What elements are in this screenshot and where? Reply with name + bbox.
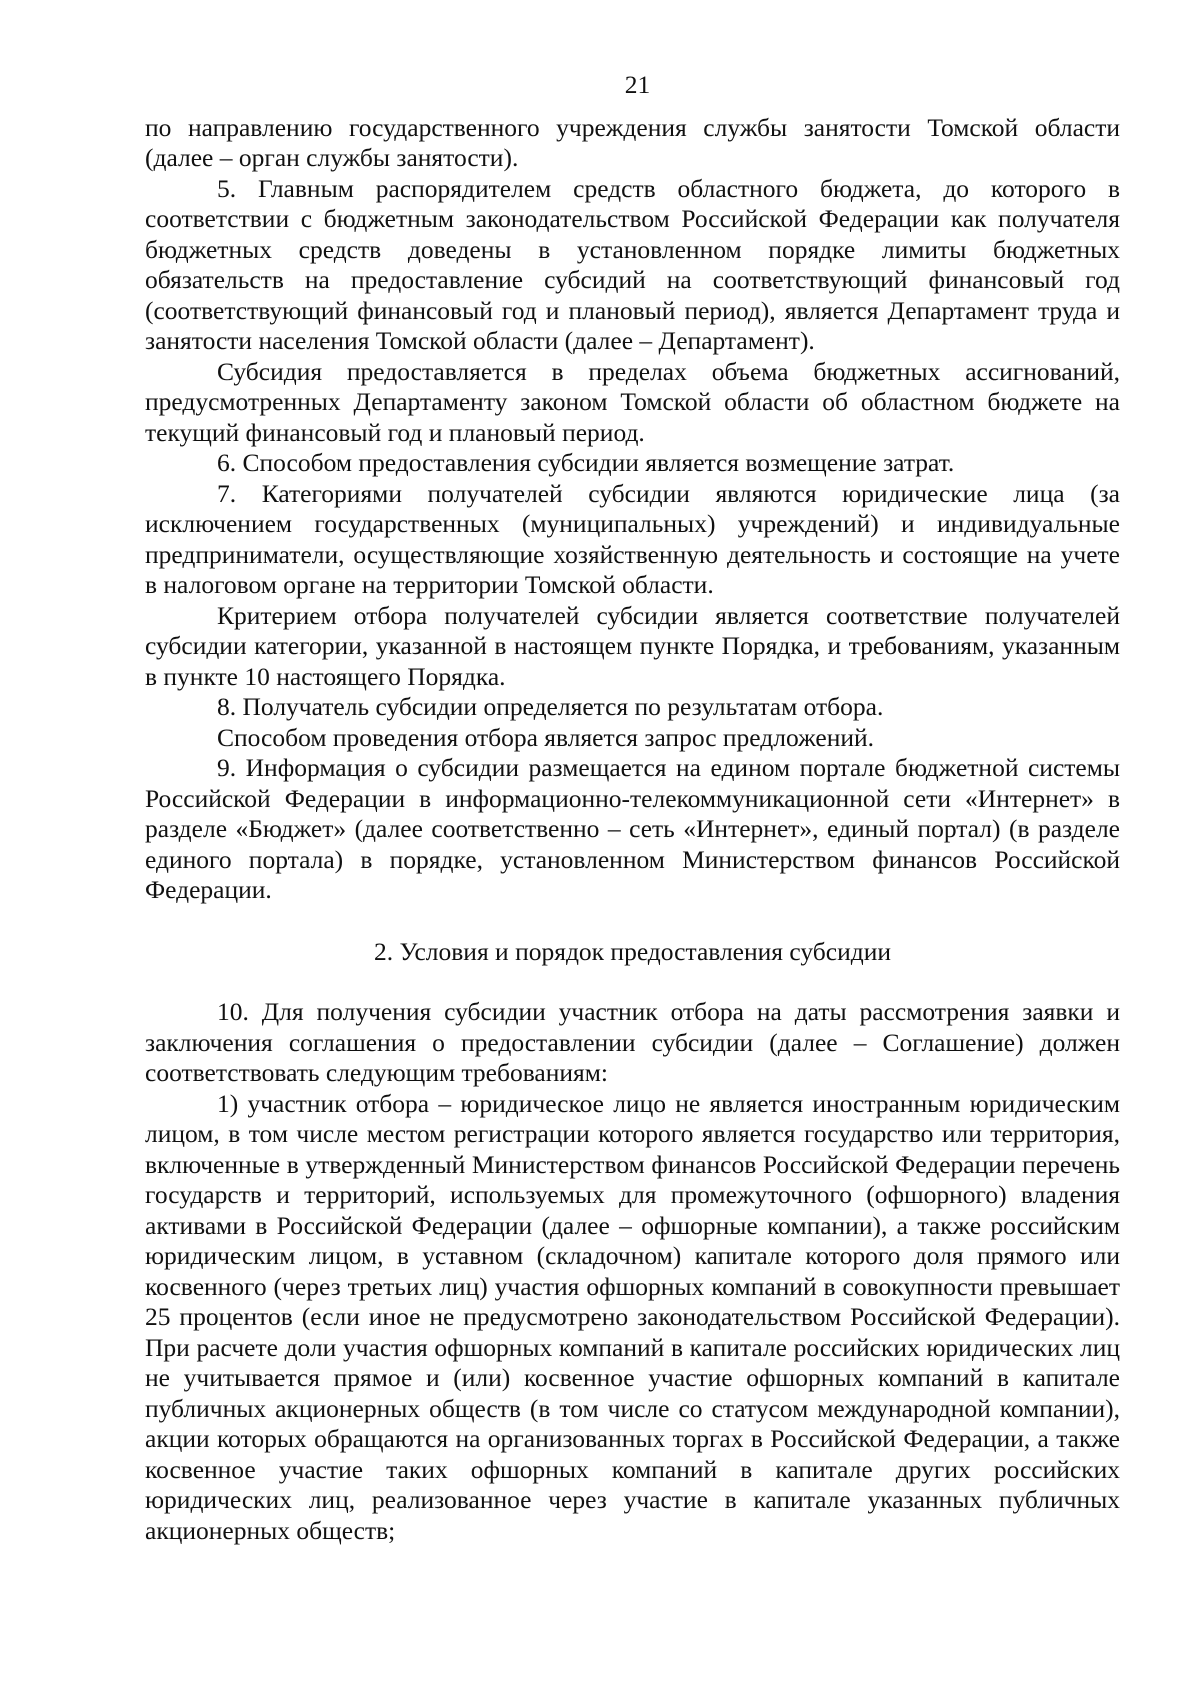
paragraph: 5. Главным распорядителем средств областного бюджета, до которого в соответствии с бюджетным законодательством Российской Федерации как получателя бюджетных средств доведены в установленном порядке лимиты бюджетных обязательств на предоставление субсидий на соответствующий финансовый год (соответствующий финансовый год и плановый период), является Департамент труда и занятости населения Томской области (далее – Департамент). [145, 173, 1120, 355]
paragraph: 6. Способом предоставления субсидии является возмещение затрат. [217, 448, 955, 477]
paragraphs-top [145, 113, 1120, 906]
page-number: 21 [624, 70, 651, 99]
paragraphs-bottom [145, 997, 1120, 1546]
paragraph: 7. Категориями получателей субсидии являются юридические лица (за исключением государственных (муниципальных) учреждений) и индивидуальные предприниматели, осуществляющие хозяйственную деятельность и состоящие на учете в налоговом органе на территории Томской области. [145, 478, 1120, 599]
paragraph: Субсидия предоставляется в пределах объема бюджетных ассигнований, предусмотренных Департаменту законом Томской области об областном бюджете на текущий финансовый год и плановый период. [145, 356, 1120, 447]
paragraph: 10. Для получения субсидии участник отбора на даты рассмотрения заявки и заключения соглашения о предоставлении субсидии (далее – Соглашение) должен соответствовать следующим требованиям: [145, 997, 1120, 1087]
paragraph: Критерием отбора получателей субсидии является соответствие получателей субсидии категории, указанной в настоящем пункте Порядка, и требованиям, указанным в пункте 10 настоящего Порядка. [145, 600, 1120, 691]
paragraph: 9. Информация о субсидии размещается на едином портале бюджетной системы Российской Федерации в информационно-телекоммуникационной сети «Интернет» в разделе «Бюджет» (далее соответственно – сеть «Интернет», единый портал) (в разделе единого портала) в порядке, установленном Министерством финансов Российской Федерации. [145, 753, 1120, 904]
paragraph: 8. Получатель субсидии определяется по результатам отбора. [217, 692, 884, 721]
document-page [145, 70, 1120, 1546]
section-heading: 2. Условия и порядок предоставления субсидии [373, 936, 892, 966]
paragraph: Способом проведения отбора является запрос предложений. [217, 722, 875, 752]
paragraph: по направлению государственного учреждения службы занятости Томской области (далее – орган службы занятости). [145, 112, 1120, 172]
paragraph: 1) участник отбора – юридическое лицо не является иностранным юридическим лицом, в том числе местом регистрации которого является государство или территория, включенные в утвержденный Министерством финансов Российской Федерации перечень государств и территорий, используемых для промежуточного (офшорного) владения активами в Российской Федерации (далее – офшорные компании), а также российским юридическим лицом, в уставном (складочном) капитале которого доля прямого или косвенного (через третьих лиц) участия офшорных компаний в совокупности превышает 25 процентов (если иное не предусмотрено законодательством Российской Федерации). При расчете доли участия офшорных компаний в капитале российских юридических лиц не учитывается прямое и (или) косвенное участие офшорных компаний в капитале публичных акционерных обществ (в том числе со статусом международной компании), акции которых обращаются на организованных торгах в Российской Федерации, а также косвенное участие таких офшорных компаний в капитале других российских юридических лиц, реализованное через участие в капитале указанных публичных акционерных обществ; [145, 1088, 1120, 1545]
